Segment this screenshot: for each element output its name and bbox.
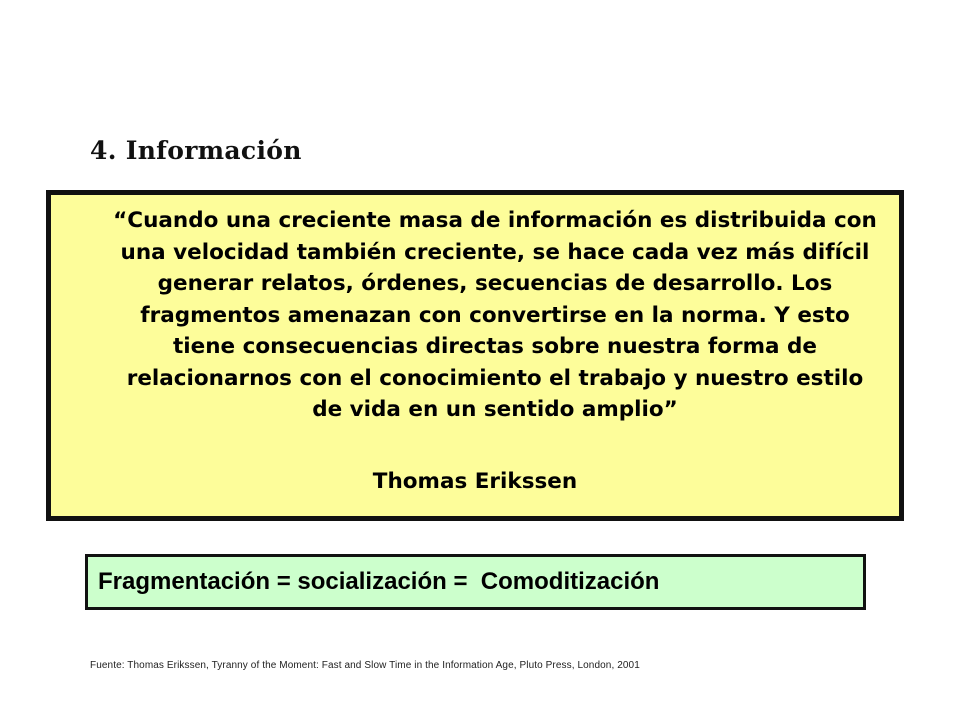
quote-text: “Cuando una creciente masa de información es distribuida con una velocidad también creciente, se hace cada vez más difícil generar relatos, órdenes, secuencias de desarrollo. Los fragmentos amenazan con convertirse en la norma. Y esto tiene consecuencias directas sobre nuestra forma de relacionarnos con el conocimiento el trabajo y nuestro estilo de vida en un sentido amplio” bbox=[113, 208, 877, 422]
formula-box bbox=[85, 554, 866, 610]
quote-author: Thomas Erikssen bbox=[372, 469, 578, 494]
section-heading: 4. Información bbox=[90, 136, 302, 165]
formula-text: Fragmentación = socialización = Comoditización bbox=[98, 568, 660, 595]
quote-box bbox=[46, 190, 904, 521]
source-note: Fuente: Thomas Erikssen, Tyranny of the Moment: Fast and Slow Time in the Information Age, Pluto Press, London, 2001 bbox=[90, 660, 640, 671]
